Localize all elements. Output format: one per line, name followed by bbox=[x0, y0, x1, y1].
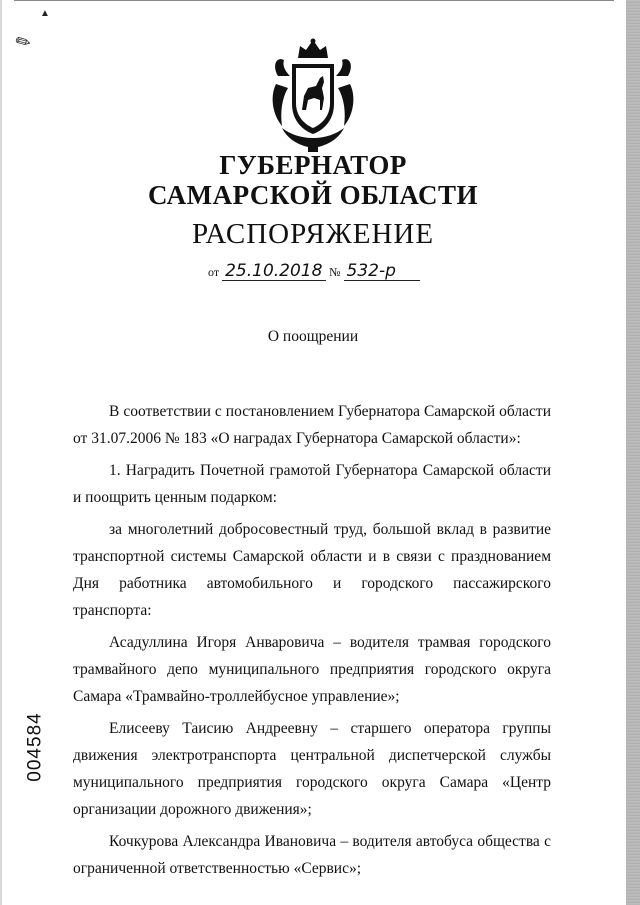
scan-left-edge bbox=[0, 0, 2, 905]
number-value: 532-р bbox=[344, 262, 420, 281]
paragraph: 1. Наградить Почетной грамотой Губернатора Самарской области и поощрить ценным подарком: bbox=[73, 462, 551, 506]
paragraph: Асадуллина Игоря Анваровича – водителя трамвая городского трамвайного депо муниципального предприятия городского округа Самара «Трамвайно-троллейбусное управление»; bbox=[73, 634, 551, 705]
region-title: САМАРСКОЙ ОБЛАСТИ bbox=[147, 180, 479, 210]
paragraph: Елисееву Таисию Андреевну – старшего оператора группы движения электротранспорта центральной диспетчерской службы муниципального предприятия городского округа Самара «Центр организации дорожного движения»; bbox=[73, 720, 551, 818]
document-type: РАСПОРЯЖЕНИЕ bbox=[191, 218, 435, 250]
scan-mark: ✎ bbox=[11, 29, 35, 55]
number-prefix: № bbox=[329, 265, 341, 279]
paragraph: за многолетний добросовестный труд, большой вклад в развитие транспортной системы Самарской области и в связи с празднованием Дня работника автомобильного и городского пассажирского транспорта: bbox=[73, 521, 551, 619]
date-prefix: от bbox=[208, 265, 220, 279]
scan-top-edge bbox=[14, 0, 614, 1]
side-stamp-number: 004584 bbox=[25, 712, 46, 782]
document-subject: О поощрении bbox=[267, 328, 359, 345]
side-stamp bbox=[14, 712, 58, 782]
document-body bbox=[73, 398, 551, 882]
samara-coat-of-arms-icon bbox=[268, 36, 358, 154]
paragraph: В соответствии с постановлением Губернатора Самарской области от 31.07.2006 № 183 «О наградах Губернатора Самарской области»: bbox=[73, 403, 551, 447]
scan-right-edge bbox=[626, 0, 640, 905]
date-number-line bbox=[208, 262, 420, 281]
governor-title: ГУБЕРНАТОР bbox=[219, 150, 407, 180]
paragraph: Кочкурова Александра Ивановича – водителя автобуса общества с ограниченной ответственностью «Сервис»; bbox=[73, 833, 551, 877]
scan-speck: ▲ bbox=[40, 8, 50, 19]
date-value: 25.10.2018 bbox=[222, 262, 326, 281]
